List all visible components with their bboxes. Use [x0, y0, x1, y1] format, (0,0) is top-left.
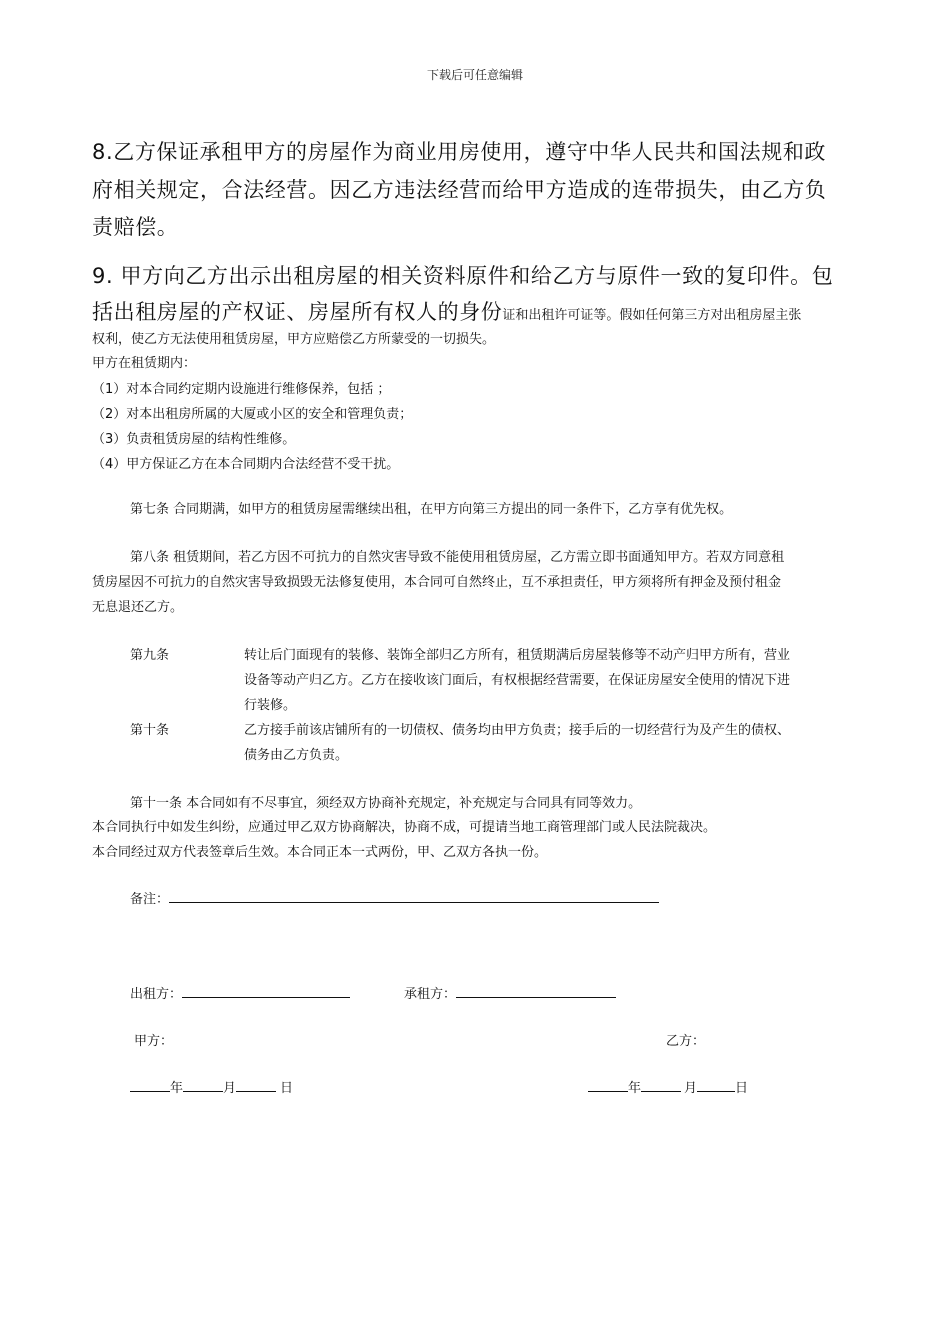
day-blank[interactable]: [697, 1077, 735, 1092]
effect-clause: 本合同经过双方代表签章后生效。本合同正本一式两份，甲、乙双方各执一份。: [92, 845, 548, 860]
clause9-line2: [92, 296, 801, 326]
duties-intro: 甲方在租赁期内：: [92, 356, 197, 371]
year-blank[interactable]: [130, 1077, 170, 1092]
article10-line1: 乙方接手前该店铺所有的一切债权、债务均由甲方负责；接手后的一切经营行为及产生的债权、: [244, 723, 791, 738]
lessor-row: [130, 983, 350, 1002]
duty-item: （1）对本合同约定期内设施进行维修保养，包括 ；: [92, 382, 391, 397]
article8-line1: 第八条 租赁期间，若乙方因不可抗力的自然灾害导致不能使用租赁房屋，乙方需立即书面通知甲方。若双方同意租: [130, 550, 785, 565]
duty-item: （2）对本出租房所属的大厦或小区的安全和管理负责；: [92, 407, 413, 422]
clause8-line1: 8.乙方保证承租甲方的房屋作为商业用房使用，遵守中华人民共和国法规和政: [92, 140, 827, 164]
month-label: 月: [223, 1081, 237, 1096]
clause9-line1: 9. 甲方向乙方出示出租房屋的相关资料原件和给乙方与原件一致的复印件。包: [92, 264, 834, 288]
date-row-b: [588, 1077, 748, 1096]
article10-line2: 债务由乙方负责。: [244, 748, 349, 763]
duty-item: （3）负责租赁房屋的结构性维修。: [92, 432, 296, 447]
article8-line3: 无息退还乙方。: [92, 600, 184, 615]
article8-line2: 赁房屋因不可抗力的自然灾害导致损毁无法修复使用，本合同可自然终止，互不承担责任，甲方须将所有押金及预付租金: [92, 575, 782, 590]
month-blank[interactable]: [183, 1077, 223, 1092]
clause9-line2-large: 括出租房屋的产权证、房屋所有权人的身份: [92, 300, 503, 324]
dispute-clause: 本合同执行中如发生纠纷，应通过甲乙双方协商解决，协商不成，可提请当地工商管理部门或人民法院裁决。: [92, 820, 717, 835]
remarks-line[interactable]: [169, 888, 659, 903]
article9-line2: 设备等动产归乙方。乙方在接收该门面后，有权根据经营需要，在保证房屋安全使用的情况下进: [244, 673, 791, 688]
lessee-row: [404, 983, 616, 1002]
lessee-label: 承租方：: [404, 987, 457, 1002]
clause8-line3: 责赔偿。: [92, 215, 179, 239]
duty-item: （4）甲方保证乙方在本合同期内合法经营不受干扰。: [92, 457, 400, 472]
clause9-line3: 权利，使乙方无法使用租赁房屋，甲方应赔偿乙方所蒙受的一切损失。: [92, 332, 496, 347]
party-b-label: 乙方：: [666, 1034, 706, 1049]
clause8-line2: 府相关规定，合法经营。因乙方违法经营而给甲方造成的连带损失，由乙方负: [92, 178, 827, 202]
article9-line3: 行装修。: [244, 698, 297, 713]
remarks-label: 备注：: [130, 892, 170, 907]
date-row-a: [130, 1077, 293, 1096]
year-label: 年: [628, 1081, 642, 1096]
article9-label: 第九条: [130, 648, 170, 663]
lessor-signature-line[interactable]: [182, 983, 350, 998]
page-header: 下载后可任意编辑: [426, 68, 523, 82]
article11: 第十一条 本合同如有不尽事宜，须经双方协商补充规定，补充规定与合同具有同等效力。: [130, 796, 642, 811]
article10-label: 第十条: [130, 723, 170, 738]
year-blank[interactable]: [588, 1077, 628, 1092]
day-blank[interactable]: [236, 1077, 276, 1092]
year-label: 年: [170, 1081, 184, 1096]
month-blank[interactable]: [641, 1077, 681, 1092]
article9-line1: 转让后门面现有的装修、装饰全部归乙方所有，租赁期满后房屋装修等不动产归甲方所有，营业: [244, 648, 791, 663]
lessee-signature-line[interactable]: [456, 983, 616, 998]
remarks-row: [130, 888, 659, 907]
lessor-label: 出租方：: [130, 987, 183, 1002]
clause9-line2-small: 证和出租许可证等。假如任何第三方对出租房屋主张: [502, 308, 802, 323]
article7: 第七条 合同期满，如甲方的租赁房屋需继续出租，在甲方向第三方提出的同一条件下，乙方享有优先权。: [130, 502, 733, 517]
party-a-label: 甲方：: [134, 1034, 174, 1049]
day-label: 日: [735, 1081, 749, 1096]
month-label: 月: [684, 1081, 698, 1096]
day-label: 日: [280, 1081, 294, 1096]
